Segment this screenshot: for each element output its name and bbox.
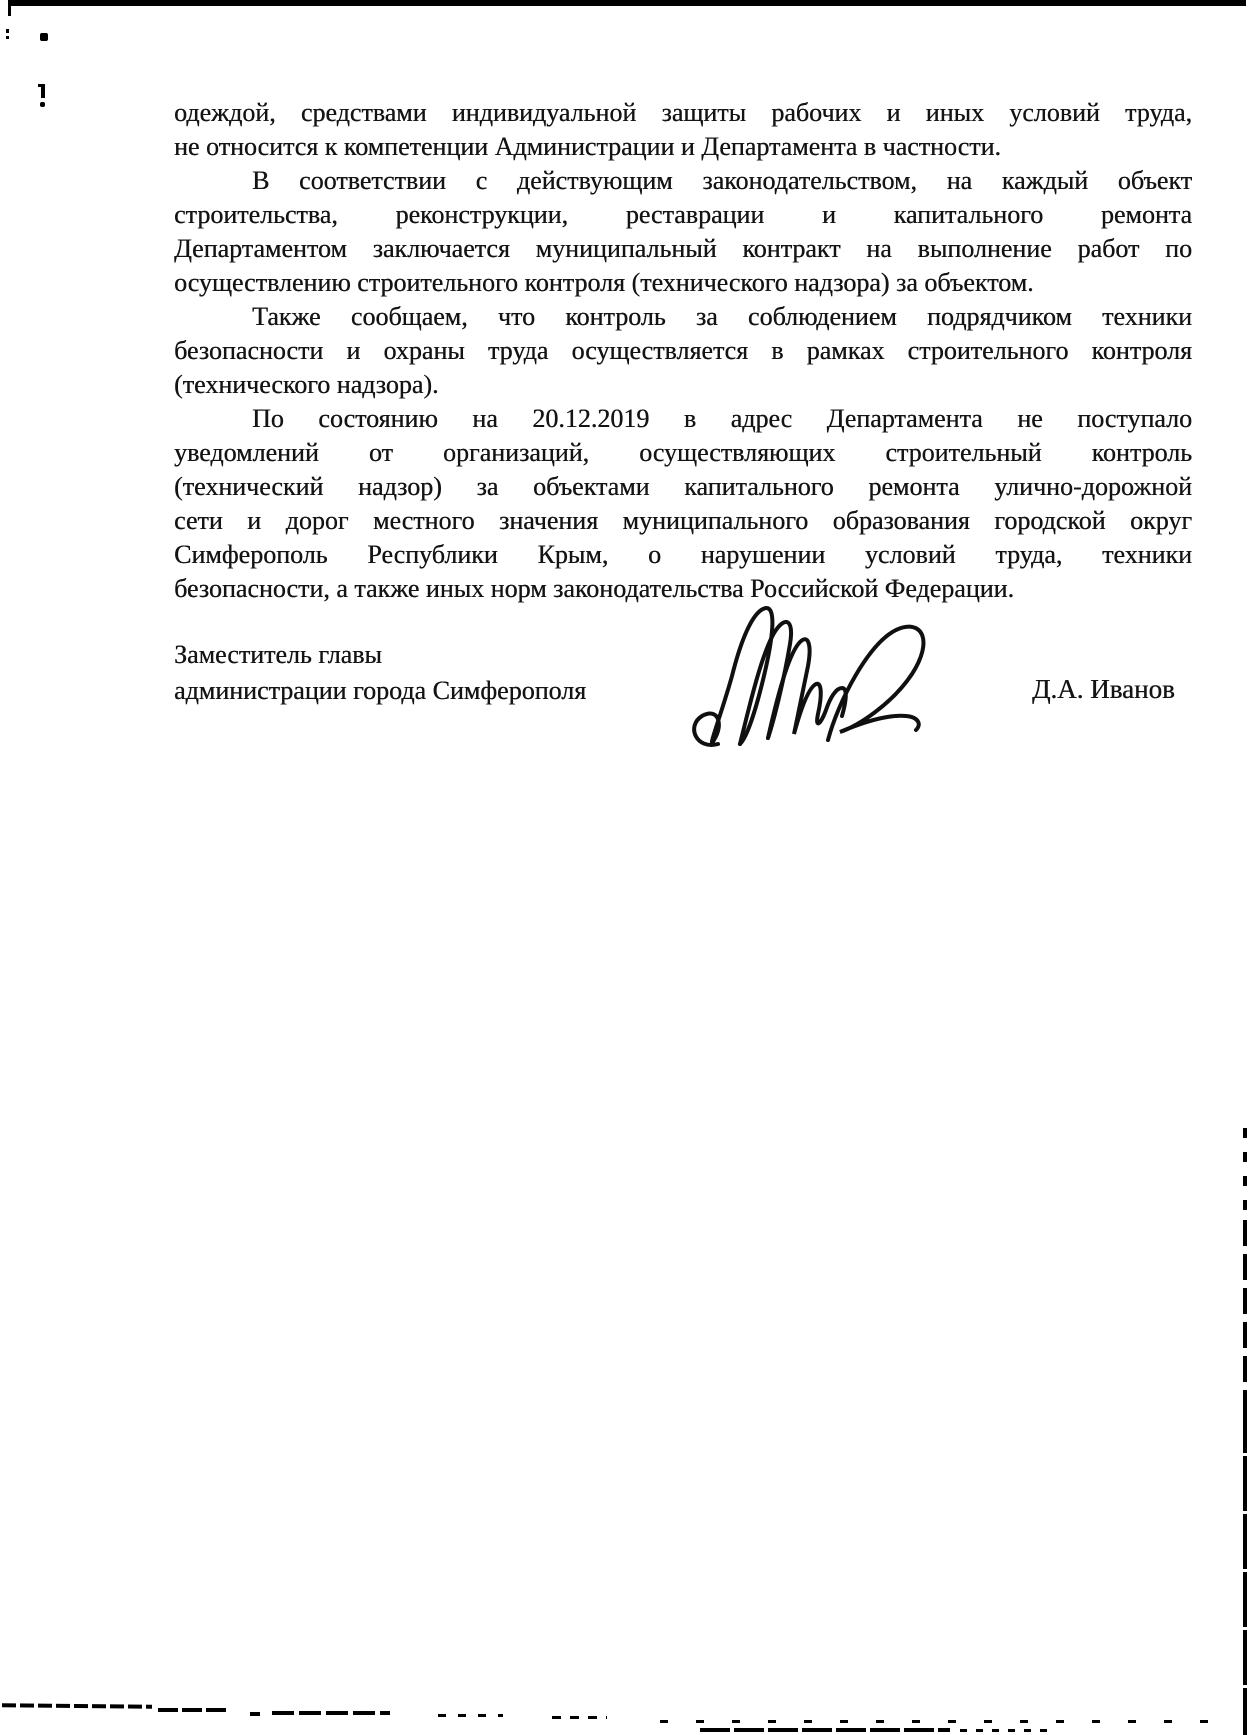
text-line: Симферополь Республики Крым, о нарушении условий труда, техники xyxy=(174,540,1192,569)
signer-title-line2: администрации города Симферополя xyxy=(174,676,587,705)
text-line: строительства, реконструкции, реставрации и капитального ремонта xyxy=(174,200,1192,229)
text-line: Департаментом заключается муниципальный контракт на выполнение работ по xyxy=(174,234,1192,263)
bottom-scan-noise xyxy=(552,1716,607,1719)
text-line: не относится к компетенции Администрации и Департамента в частности. xyxy=(174,132,1001,161)
signer-title-line1: Заместитель главы xyxy=(174,640,382,669)
top-edge-scan-bar xyxy=(8,0,1246,6)
bottom-scan-noise xyxy=(250,1712,260,1716)
text-line: Также сообщаем, что контроль за соблюдением подрядчиком техники xyxy=(252,302,1192,331)
bottom-scan-noise xyxy=(2,1703,152,1709)
text-line: По состоянию на 20.12.2019 в адрес Департамента не поступало xyxy=(252,404,1192,433)
handwritten-signature-icon xyxy=(678,592,978,757)
scan-speck xyxy=(6,29,9,33)
right-edge-scan-line xyxy=(1243,1220,1247,1398)
text-line: (технический надзор) за объектами капитального ремонта улично-дорожной xyxy=(174,472,1192,501)
bottom-scan-noise xyxy=(700,1728,950,1732)
scan-speck xyxy=(40,102,45,107)
text-line: одеждой, средствами индивидуальной защиты рабочих и иных условий труда, xyxy=(174,98,1192,127)
right-edge-scan-line xyxy=(1243,1128,1247,1220)
bottom-scan-noise xyxy=(158,1708,230,1712)
scan-speck xyxy=(38,84,43,87)
text-line: безопасности и охраны труда осуществляется в рамках строительного контроля xyxy=(174,336,1192,365)
bottom-scan-noise xyxy=(660,1720,1230,1723)
bottom-scan-noise xyxy=(272,1711,390,1715)
signer-name: Д.А. Иванов xyxy=(1032,674,1175,704)
text-line: осуществлению строительного контроля (технического надзора) за объектом. xyxy=(174,268,1034,297)
text-line: сети и дорог местного значения муниципального образования городской округ xyxy=(174,506,1192,535)
scan-speck xyxy=(40,33,48,41)
text-line: безопасности, а также иных норм законодательства Российской Федерации. xyxy=(174,574,1014,603)
bottom-scan-noise xyxy=(438,1714,503,1717)
scan-speck xyxy=(6,36,9,39)
document-body xyxy=(174,96,1192,606)
top-edge-scan-bar-hook xyxy=(8,6,11,16)
text-line: (технического надзора). xyxy=(174,370,439,399)
text-line: В соответствии с действующим законодательством, на каждый объект xyxy=(252,166,1192,195)
text-line: уведомлений от организаций, осуществляющих строительный контроль xyxy=(174,438,1192,467)
right-edge-scan-line xyxy=(1243,1398,1247,1735)
bottom-scan-noise xyxy=(960,1729,1050,1732)
